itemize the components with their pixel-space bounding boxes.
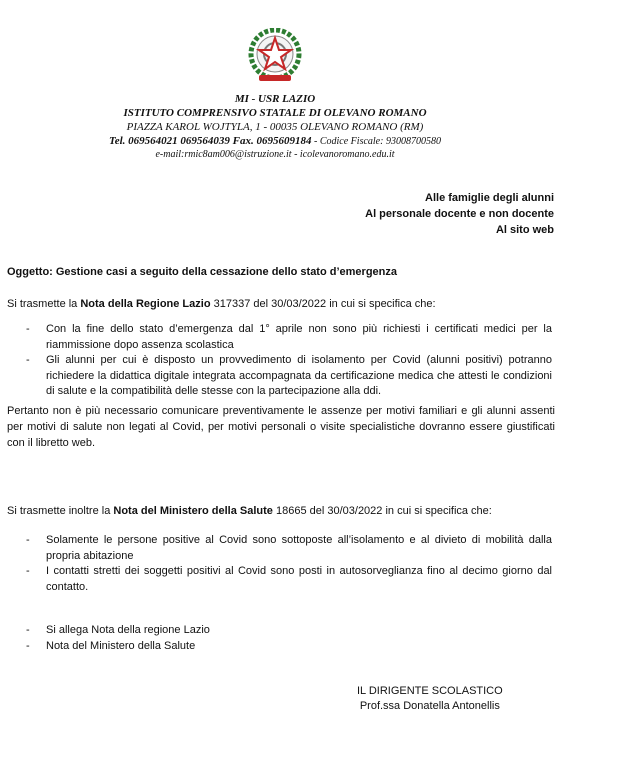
intro-text: Si trasmette inoltre la [7, 505, 114, 517]
header-ministry: MI - USR LAZIO [234, 93, 316, 105]
recipient-line: Alle famiglie degli alunni [425, 192, 554, 204]
header-contacts [60, 134, 490, 148]
list-item: - Con la fine dello stato d’emergenza dal 1° aprile non sono più richiesti i certificati medici per la riammissione dopo assenza scolastica [26, 322, 552, 353]
signature-block [357, 684, 503, 714]
recipients [365, 190, 554, 238]
list-item: - Solamente le persone positive al Covid sono sottoposte all’isolamento e al divieto di mobilità dalla propria abitazione [26, 533, 552, 564]
absence-paragraph: Pertanto non è più necessario comunicare preventivamente le assenze per motivi familiari e gli alunni assenti per motivi di salute non legati al Covid, per motivi personali o visite specialistiche dovranno essere giustificati con il libretto web. [7, 405, 555, 449]
list-item: - Nota del Ministero della Salute [26, 639, 552, 655]
intro-text: 18665 del 30/03/2022 in cui si specifica che: [272, 505, 492, 517]
recipient-line: Al sito web [495, 224, 554, 236]
regione-points-list [26, 322, 552, 400]
header-email: e-mail:rmic8am006@istruzione.it - icolevanoromano.edu.it [155, 149, 395, 160]
header-tax-code: - Codice Fiscale: 93008700580 [311, 136, 441, 147]
intro-ministero-note [7, 503, 555, 519]
ministero-points-list [26, 533, 552, 595]
header-phone-fax: Tel. 069564021 069564039 Fax. 0695609184 [109, 135, 312, 147]
list-item: - Gli alunni per cui è disposto un provvedimento di isolamento per Covid (alunni positivi) potranno richiedere la didattica digitale integrata accompagnata da certificazione medica che attesti le condizioni di salute e la compatibilità delle stesse con la partecipazione alla ddi. [26, 353, 552, 400]
signature-title: IL DIRIGENTE SCOLASTICO [357, 685, 503, 697]
intro-regione-note [7, 296, 555, 312]
signature-name: Prof.ssa Donatella Antonellis [359, 700, 500, 712]
recipient-line: Al personale docente e non docente [365, 208, 554, 220]
intro-note-title: Nota della Regione Lazio [80, 298, 211, 310]
list-item: - I contatti stretti dei soggetti positivi al Covid sono posti in autosorveglianza fino al decimo giorno dal contatto. [26, 564, 552, 595]
intro-text: Si trasmette la [7, 298, 81, 310]
header-school-name: ISTITUTO COMPRENSIVO STATALE DI OLEVANO ROMANO [123, 107, 427, 119]
header-address: PIAZZA KAROL WOJTYLA, 1 - 00035 OLEVANO ROMANO (RM) [126, 121, 424, 133]
italian-republic-emblem-icon [245, 28, 305, 84]
intro-text: 317337 del 30/03/2022 in cui si specifica che: [210, 298, 436, 310]
subject-line: Oggetto: Gestione casi a seguito della cessazione dello stato d’emergenza [7, 266, 397, 278]
school-header [60, 92, 490, 161]
attachments-list [26, 623, 552, 654]
intro-note-title: Nota del Ministero della Salute [113, 505, 273, 517]
list-item: - Si allega Nota della regione Lazio [26, 623, 552, 639]
